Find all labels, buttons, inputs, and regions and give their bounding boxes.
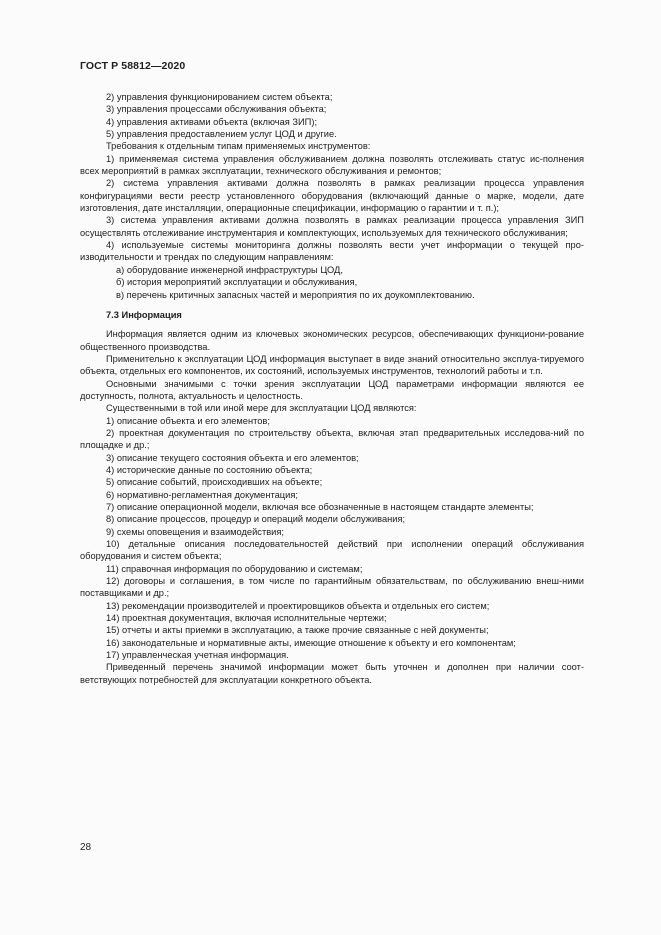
list-item: 7) описание операционной модели, включая все обозначенные в настоящем стандарте элементы;: [106, 502, 534, 512]
list-item: 13) рекомендации производителей и проектировщиков объекта и отдельных его систем;: [106, 600, 490, 611]
sub-list-item: в) перечень критичных запасных частей и мероприятия по их доукомплектованию.: [116, 289, 475, 300]
list-item: 14) проектная документация, включая исполнительные чертежи;: [106, 613, 387, 624]
page-number: 28: [80, 842, 92, 853]
list-item: 6) нормативно-регламентная документация;: [106, 489, 298, 500]
paragraph: 3) управления процессами обслуживания объекта;: [106, 104, 327, 115]
list-item: 15) отчеты и акты приемки в эксплуатацию, а также прочие связанные с ней документы;: [106, 625, 489, 636]
list-item: 5) описание событий, происходивших на объекте;: [106, 477, 323, 488]
list-item: 17) управленческая учетная информация.: [106, 650, 289, 661]
list-item: 12) договоры и соглашения, в том числе по гарантийным обязательствам, по обслуживанию внеш-ними поставщиками и др.;: [80, 576, 584, 599]
list-item: 11) справочная информация по оборудованию и системам;: [106, 563, 363, 574]
list-item: 1) описание объекта и его элементов;: [106, 415, 270, 426]
list-item: 8) описание процессов, процедур и операций модели обслуживания;: [106, 514, 406, 525]
document-header: ГОСТ Р 58812—2020: [80, 60, 186, 72]
list-item: 9) схемы оповещения и взаимодействия;: [106, 526, 284, 537]
paragraph: 2) система управления активами должна позволять в рамках реализации процесса управления конфигурациями вести реестр установленного оборудования (включающий данные о марке, модели, дате изготовления, дате инсталляции, операционные спецификации, информацию о гарантии и т. п.);: [80, 178, 584, 214]
paragraph: 2) управления функционированием систем объекта;: [106, 92, 333, 102]
list-item: 3) описание текущего состояния объекта и его элементов;: [106, 452, 359, 463]
paragraph: 4) управления активами объекта (включая ЗИП);: [106, 116, 318, 127]
paragraph: Требования к отдельным типам применяемых инструментов:: [106, 141, 371, 152]
list-item: 16) законодательные и нормативные акты, имеющие отношение к объекту и его компонентам;: [106, 637, 516, 648]
section-heading: 7.3 Информация: [106, 309, 182, 320]
paragraph: Приведенный перечень значимой информации может быть уточнен и дополнен при наличии соот-ветствующих потребностей для эксплуатации конкретного объекта.: [80, 662, 584, 685]
paragraph: Информация является одним из ключевых экономических ресурсов, обеспечивающих функциони-рование общественного производства.: [80, 329, 584, 352]
page-body: [80, 91, 584, 686]
paragraph: Основными значимыми с точки зрения эксплуатации ЦОД параметрами информации являются ее доступность, полнота, актуальность и целостность.: [80, 378, 584, 401]
paragraph: Существенными в той или иной мере для эксплуатации ЦОД являются:: [106, 403, 417, 414]
sub-list-item: б) история мероприятий эксплуатации и обслуживания,: [116, 277, 358, 288]
list-item: 10) детальные описания последовательностей действий при исполнении операций обслуживания оборудования и систем объекта;: [80, 539, 584, 562]
paragraph: 1) применяемая система управления обслуживанием должна позволять отслеживать статус ис-полнения всех мероприятий в рамках эксплуатации, технического обслуживания и ремонтов;: [80, 153, 584, 177]
paragraph: 5) управления предоставлением услуг ЦОД и другие.: [106, 129, 337, 140]
sub-list-item: а) оборудование инженерной инфраструктуры ЦОД,: [116, 264, 343, 275]
paragraph: 3) система управления активами должна позволять в рамках реализации процесса управления ЗИП осуществлять отслеживание инструментария и комплектующих, используемых для технического обслуживания;: [80, 215, 584, 238]
list-item: 4) исторические данные по состоянию объекта;: [106, 464, 313, 475]
paragraph: Применительно к эксплуатации ЦОД информация выступает в виде знаний относительно эксплуа-тируемого объекта, отдельных его компонентов, их состояний, используемых инструментов, технологий работы и т.п.: [80, 353, 584, 377]
paragraph: 4) используемые системы мониторинга должны позволять вести учет информации о текущей про-изводительности и трендах по следующим направлениям:: [80, 240, 584, 263]
list-item: 2) проектная документация по строительству объекта, включая этап предварительных исследова-ний по площадке и др.;: [80, 427, 584, 451]
